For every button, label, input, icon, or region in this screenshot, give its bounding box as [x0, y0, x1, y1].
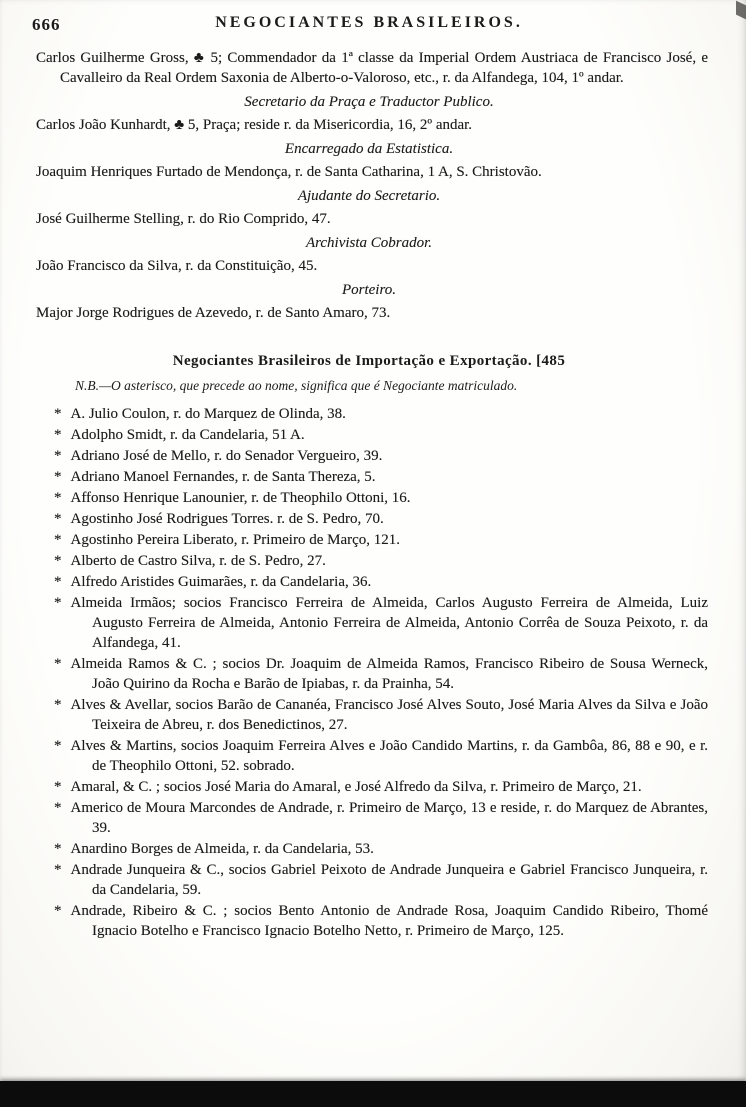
role-entry: Carlos João Kunhardt, ♣ 5, Praça; reside r. da Misericordia, 16, 2º andar.	[36, 117, 473, 133]
nb-note: N.B.—O asterisco, que precede ao nome, significa que é Negociante matriculado.	[75, 378, 518, 393]
list-item	[30, 425, 708, 445]
entry-text: Andrade, Ribeiro & C. ; socios Bento Antonio de Andrade Rosa, Joaquim Candido Ribeiro, Thomé Ignacio Botelho e Francisco Ignacio Botelho Netto, r. Primeiro de Março, 125.	[70, 903, 708, 939]
asterisk-marker: *	[54, 511, 62, 527]
section-title: Negociantes Brasileiros de Importação e Exportação. [485	[172, 353, 566, 369]
entry-text: Adriano Manoel Fernandes, r. de Santa Thereza, 5.	[70, 469, 376, 485]
lead-entry: Carlos Guilherme Gross, ♣ 5; Commendador da 1ª classe da Imperial Ordem Austriaca de Francisco José, e Cavalleiro da Real Ordem Saxonia de Alberto-o-Valoroso, etc., r. da Alfandega, 104, 1º andar.	[36, 50, 708, 86]
list-item	[30, 446, 708, 466]
list-item	[30, 777, 708, 797]
entry-text: Alves & Avellar, socios Barão de Cananéa, Francisco José Alves Souto, José Maria Alves da Silva e João Teixeira de Abreu, r. dos Benedictinos, 27.	[70, 697, 708, 733]
list-item	[30, 593, 708, 653]
list-item	[30, 901, 708, 941]
asterisk-marker: *	[54, 448, 62, 464]
merchant-list	[30, 404, 708, 941]
asterisk-marker: *	[54, 574, 62, 590]
asterisk-marker: *	[54, 862, 62, 878]
list-item	[30, 736, 708, 776]
list-item	[30, 860, 708, 900]
asterisk-marker: *	[54, 841, 62, 857]
asterisk-marker: *	[54, 800, 62, 816]
entry-text: Alberto de Castro Silva, r. de S. Pedro, 27.	[70, 553, 326, 569]
role-entry: Joaquim Henriques Furtado de Mendonça, r. de Santa Catharina, 1 A, S. Christovão.	[36, 164, 542, 180]
role-entry: João Francisco da Silva, r. da Constituição, 45.	[36, 258, 318, 274]
asterisk-marker: *	[54, 779, 62, 795]
role-heading: Archivista Cobrador.	[305, 235, 433, 251]
list-item	[30, 695, 708, 735]
asterisk-marker: *	[54, 903, 62, 919]
entry-text: Agostinho José Rodrigues Torres. r. de S. Pedro, 70.	[70, 511, 384, 527]
asterisk-marker: *	[54, 697, 62, 713]
asterisk-marker: *	[54, 427, 62, 443]
entry-text: Anardino Borges de Almeida, r. da Candelaria, 53.	[70, 841, 374, 857]
scan-edge-mark	[736, 1, 746, 20]
entry-text: Agostinho Pereira Liberato, r. Primeiro de Março, 121.	[70, 532, 401, 548]
list-item	[30, 839, 708, 859]
entry-text: Andrade Junqueira & C., socios Gabriel Peixoto de Andrade Junqueira e Gabriel Francisco Junqueira, r. da Candelaria, 59.	[70, 862, 708, 898]
list-item	[30, 551, 708, 571]
role-entry: José Guilherme Stelling, r. do Rio Comprido, 47.	[36, 211, 331, 227]
list-item	[30, 572, 708, 592]
asterisk-marker: *	[54, 469, 62, 485]
list-item	[30, 798, 708, 838]
list-item	[30, 654, 708, 694]
entry-text: Adriano José de Mello, r. do Senador Vergueiro, 39.	[70, 448, 383, 464]
list-item	[30, 488, 708, 508]
role-heading: Porteiro.	[341, 282, 397, 298]
role-heading: Secretario da Praça e Traductor Publico.	[244, 94, 494, 110]
asterisk-marker: *	[54, 406, 62, 422]
asterisk-marker: *	[54, 656, 62, 672]
page-number: 666	[32, 15, 61, 34]
asterisk-marker: *	[54, 532, 62, 548]
role-entry: Major Jorge Rodrigues de Azevedo, r. de Santo Amaro, 73.	[36, 305, 391, 321]
role-heading: Encarregado da Estatistica.	[284, 141, 454, 157]
entry-text: Americo de Moura Marcondes de Andrade, r. Primeiro de Março, 13 e reside, r. do Marquez de Abrantes, 39.	[70, 800, 708, 836]
entry-text: A. Julio Coulon, r. do Marquez de Olinda, 38.	[70, 406, 346, 422]
list-item	[30, 530, 708, 550]
asterisk-marker: *	[54, 738, 62, 754]
asterisk-marker: *	[54, 490, 62, 506]
running-header: NEGOCIANTES BRASILEIROS.	[215, 14, 523, 31]
role-heading: Ajudante do Secretario.	[297, 188, 441, 204]
asterisk-marker: *	[54, 553, 62, 569]
entry-text: Amaral, & C. ; socios José Maria do Amaral, e José Alfredo da Silva, r. Primeiro de Março, 21.	[70, 779, 642, 795]
list-item	[30, 404, 708, 424]
list-item	[30, 467, 708, 487]
entry-text: Alfredo Aristides Guimarães, r. da Candelaria, 36.	[70, 574, 372, 590]
list-item	[30, 509, 708, 529]
bottom-scan-band	[0, 1081, 746, 1107]
entry-text: Almeida Ramos & C. ; socios Dr. Joaquim de Almeida Ramos, Francisco Ribeiro de Sousa Werneck, João Quirino da Rocha e Barão de Ipiabas, r. da Prainha, 54.	[70, 656, 708, 692]
entry-text: Alves & Martins, socios Joaquim Ferreira Alves e João Candido Martins, r. da Gambôa, 86, 88 e 90, e r. de Theophilo Ottoni, 52. sobrado.	[70, 738, 708, 774]
entry-text: Affonso Henrique Lanounier, r. de Theophilo Ottoni, 16.	[70, 490, 411, 506]
page-header	[30, 14, 708, 38]
entry-text: Almeida Irmãos; socios Francisco Ferreira de Almeida, Carlos Augusto Ferreira de Almeida, Luiz Augusto Ferreira de Almeida, Antonio Ferreira de Almeida, Antonio Corrêa de Souza Peixoto, r. da Alfandega, 41.	[70, 595, 708, 651]
entry-text: Adolpho Smidt, r. da Candelaria, 51 A.	[70, 427, 305, 443]
asterisk-marker: *	[54, 595, 62, 611]
